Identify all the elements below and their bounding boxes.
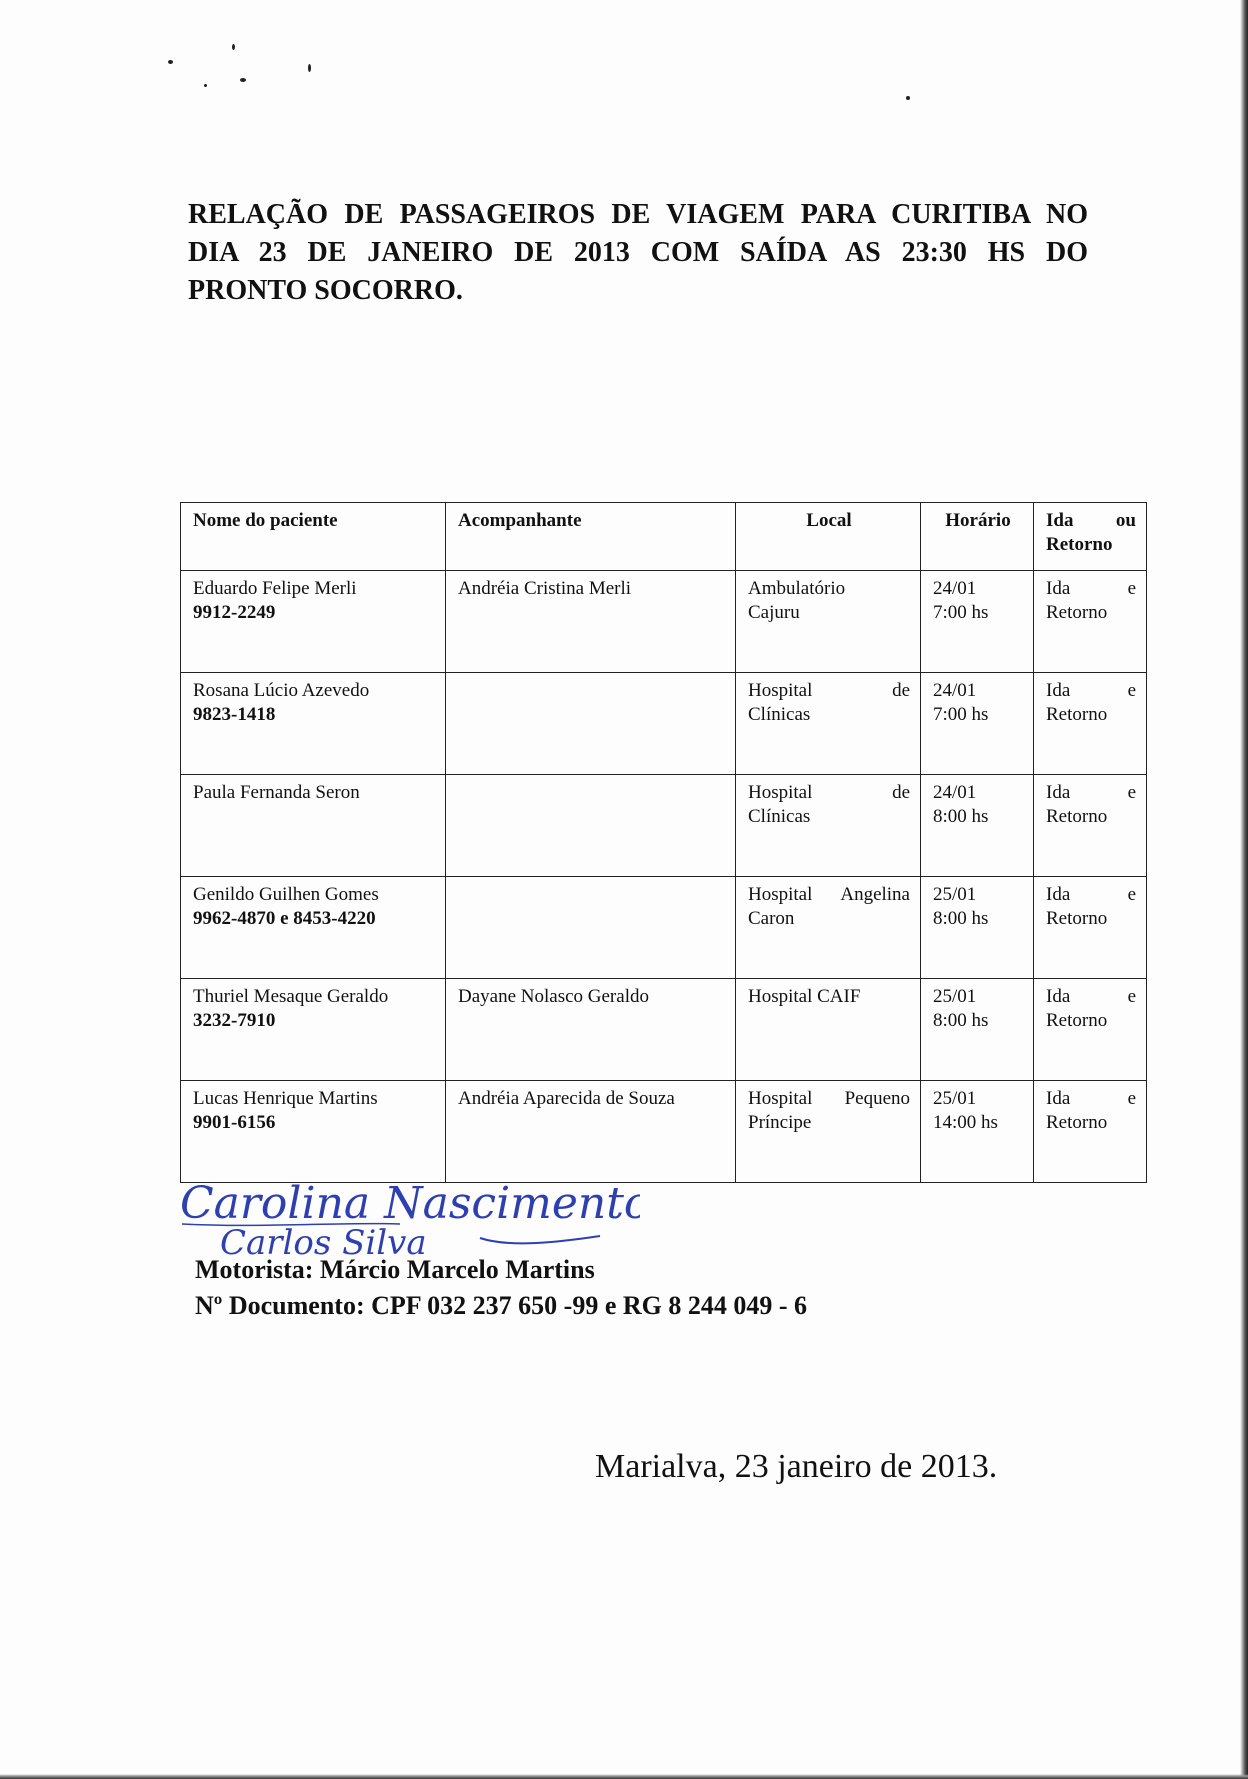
cell-location xyxy=(736,673,921,775)
cell-time xyxy=(921,979,1034,1081)
cell-location xyxy=(736,571,921,673)
trip-word: Retorno xyxy=(1046,602,1108,623)
patient-name: Genildo Guilhen Gomes xyxy=(193,884,379,905)
companion-name: Andréia Cristina Merli xyxy=(458,578,632,599)
cell-time xyxy=(921,1081,1034,1183)
header-companion: Acompanhante xyxy=(446,503,736,571)
location-word: de xyxy=(892,680,910,701)
header-trip xyxy=(1034,503,1147,571)
driver-label: Motorista: xyxy=(195,1255,314,1284)
location-word: Clínicas xyxy=(748,704,811,725)
patient-phone: 3232-7910 xyxy=(193,1010,276,1031)
travel-time: 8:00 hs xyxy=(933,1010,989,1031)
table-row xyxy=(181,571,1147,673)
cell-patient xyxy=(181,1081,446,1183)
signature-line: Carolina Nascimento xyxy=(180,1178,640,1229)
trip-word: Ida xyxy=(1046,986,1071,1007)
handwritten-signature xyxy=(180,1178,640,1263)
table-row xyxy=(181,673,1147,775)
location-word: Hospital xyxy=(748,680,813,701)
trip-word: Ida xyxy=(1046,578,1071,599)
cell-companion xyxy=(446,979,736,1081)
document-line xyxy=(195,1288,807,1324)
document-label: Nº Documento: xyxy=(195,1291,365,1320)
title-line: DIA 23 DE JANEIRO DE 2013 COM SAÍDA AS 23:30 HS DO xyxy=(188,237,1088,268)
patient-phone: 9912-2249 xyxy=(193,602,276,623)
cell-trip xyxy=(1034,979,1147,1081)
travel-date: 24/01 xyxy=(933,782,977,803)
cell-time xyxy=(921,571,1034,673)
travel-date: 24/01 xyxy=(933,680,977,701)
trip-word: e xyxy=(1127,1088,1136,1109)
cell-location xyxy=(736,877,921,979)
patient-name: Lucas Henrique Martins xyxy=(193,1088,378,1109)
cell-trip xyxy=(1034,673,1147,775)
cell-location xyxy=(736,775,921,877)
travel-date: 25/01 xyxy=(933,986,977,1007)
table-row xyxy=(181,979,1147,1081)
header-location: Local xyxy=(736,503,921,571)
patient-name: Eduardo Felipe Merli xyxy=(193,578,357,599)
companion-name: Dayane Nolasco Geraldo xyxy=(458,986,649,1007)
cell-trip xyxy=(1034,775,1147,877)
scan-edge-right xyxy=(1240,0,1248,1779)
cell-time xyxy=(921,673,1034,775)
trip-word: Retorno xyxy=(1046,704,1108,725)
trip-word: Ida xyxy=(1046,782,1071,803)
travel-time: 7:00 hs xyxy=(933,704,989,725)
scan-speck xyxy=(232,44,235,50)
patient-phone: 9823-1418 xyxy=(193,704,276,725)
location-word: de xyxy=(892,782,910,803)
travel-date: 25/01 xyxy=(933,1088,977,1109)
cell-location xyxy=(736,979,921,1081)
table-row xyxy=(181,775,1147,877)
location-word: Clínicas xyxy=(748,806,811,827)
cell-companion xyxy=(446,1081,736,1183)
table-row xyxy=(181,1081,1147,1183)
patient-name: Thuriel Mesaque Geraldo xyxy=(193,986,389,1007)
travel-time: 14:00 hs xyxy=(933,1112,998,1133)
trip-word: e xyxy=(1127,680,1136,701)
trip-word: e xyxy=(1127,782,1136,803)
header-patient: Nome do paciente xyxy=(181,503,446,571)
header-time: Horário xyxy=(921,503,1034,571)
document-title xyxy=(188,196,1088,310)
location-word: Angelina xyxy=(840,884,910,905)
trip-word: Ida xyxy=(1046,884,1071,905)
scan-speck xyxy=(204,84,207,87)
trip-word: Retorno xyxy=(1046,1112,1108,1133)
trip-word: Retorno xyxy=(1046,806,1108,827)
document-value: CPF 032 237 650 -99 e RG 8 244 049 - 6 xyxy=(371,1291,808,1320)
signature-line: Carlos Silva xyxy=(220,1223,427,1258)
scan-edge-bottom xyxy=(0,1774,1248,1779)
signature-stroke xyxy=(480,1236,600,1243)
cell-trip xyxy=(1034,1081,1147,1183)
travel-date: 25/01 xyxy=(933,884,977,905)
driver-name: Márcio Marcelo Martins xyxy=(319,1255,595,1284)
patient-phone: 9962-4870 e 8453-4220 xyxy=(193,908,376,929)
title-line: PRONTO SOCORRO. xyxy=(188,275,463,306)
travel-time: 7:00 hs xyxy=(933,602,989,623)
location-word: Caron xyxy=(748,908,795,929)
location-word: Hospital xyxy=(748,1088,813,1109)
cell-time xyxy=(921,877,1034,979)
cell-companion xyxy=(446,775,736,877)
travel-time: 8:00 hs xyxy=(933,908,989,929)
location-word: Cajuru xyxy=(748,602,800,623)
trip-word: e xyxy=(1127,884,1136,905)
companion-name: Andréia Aparecida de Souza xyxy=(458,1088,675,1109)
cell-companion xyxy=(446,877,736,979)
table-row xyxy=(181,877,1147,979)
location-word: Ambulatório xyxy=(748,578,846,599)
cell-trip xyxy=(1034,571,1147,673)
header-trip-word: Retorno xyxy=(1046,534,1113,555)
trip-word: Retorno xyxy=(1046,1010,1108,1031)
location-word: Hospital xyxy=(748,782,813,803)
trip-word: Retorno xyxy=(1046,908,1108,929)
title-line: RELAÇÃO DE PASSAGEIROS DE VIAGEM PARA CURITIBA NO xyxy=(188,199,1088,230)
cell-time xyxy=(921,775,1034,877)
trip-word: Ida xyxy=(1046,680,1071,701)
cell-patient xyxy=(181,979,446,1081)
patient-name: Paula Fernanda Seron xyxy=(193,782,360,803)
cell-patient xyxy=(181,571,446,673)
travel-time: 8:00 hs xyxy=(933,806,989,827)
place-and-date: Marialva, 23 janeiro de 2013. xyxy=(595,1448,998,1485)
scan-speck xyxy=(308,64,311,72)
location-word: Príncipe xyxy=(748,1112,812,1133)
trip-word: e xyxy=(1127,986,1136,1007)
cell-companion xyxy=(446,571,736,673)
patient-phone: 9901-6156 xyxy=(193,1112,276,1133)
cell-location xyxy=(736,1081,921,1183)
cell-patient xyxy=(181,775,446,877)
table-header-row xyxy=(181,503,1147,571)
cell-companion xyxy=(446,673,736,775)
patient-name: Rosana Lúcio Azevedo xyxy=(193,680,370,701)
header-trip-word: Ida xyxy=(1046,510,1074,531)
header-trip-word: ou xyxy=(1115,510,1136,531)
scan-speck xyxy=(168,60,173,64)
location-word: Hospital xyxy=(748,884,813,905)
scan-speck xyxy=(906,96,910,100)
trip-word: Ida xyxy=(1046,1088,1071,1109)
cell-patient xyxy=(181,673,446,775)
signature-svg xyxy=(180,1178,640,1258)
passenger-table xyxy=(180,502,1147,1183)
cell-trip xyxy=(1034,877,1147,979)
scan-speck xyxy=(240,78,246,82)
trip-word: e xyxy=(1127,578,1136,599)
driver-line xyxy=(195,1252,807,1288)
location-word: Hospital CAIF xyxy=(748,986,861,1007)
travel-date: 24/01 xyxy=(933,578,977,599)
location-word: Pequeno xyxy=(844,1088,910,1109)
driver-info xyxy=(195,1252,807,1324)
cell-patient xyxy=(181,877,446,979)
